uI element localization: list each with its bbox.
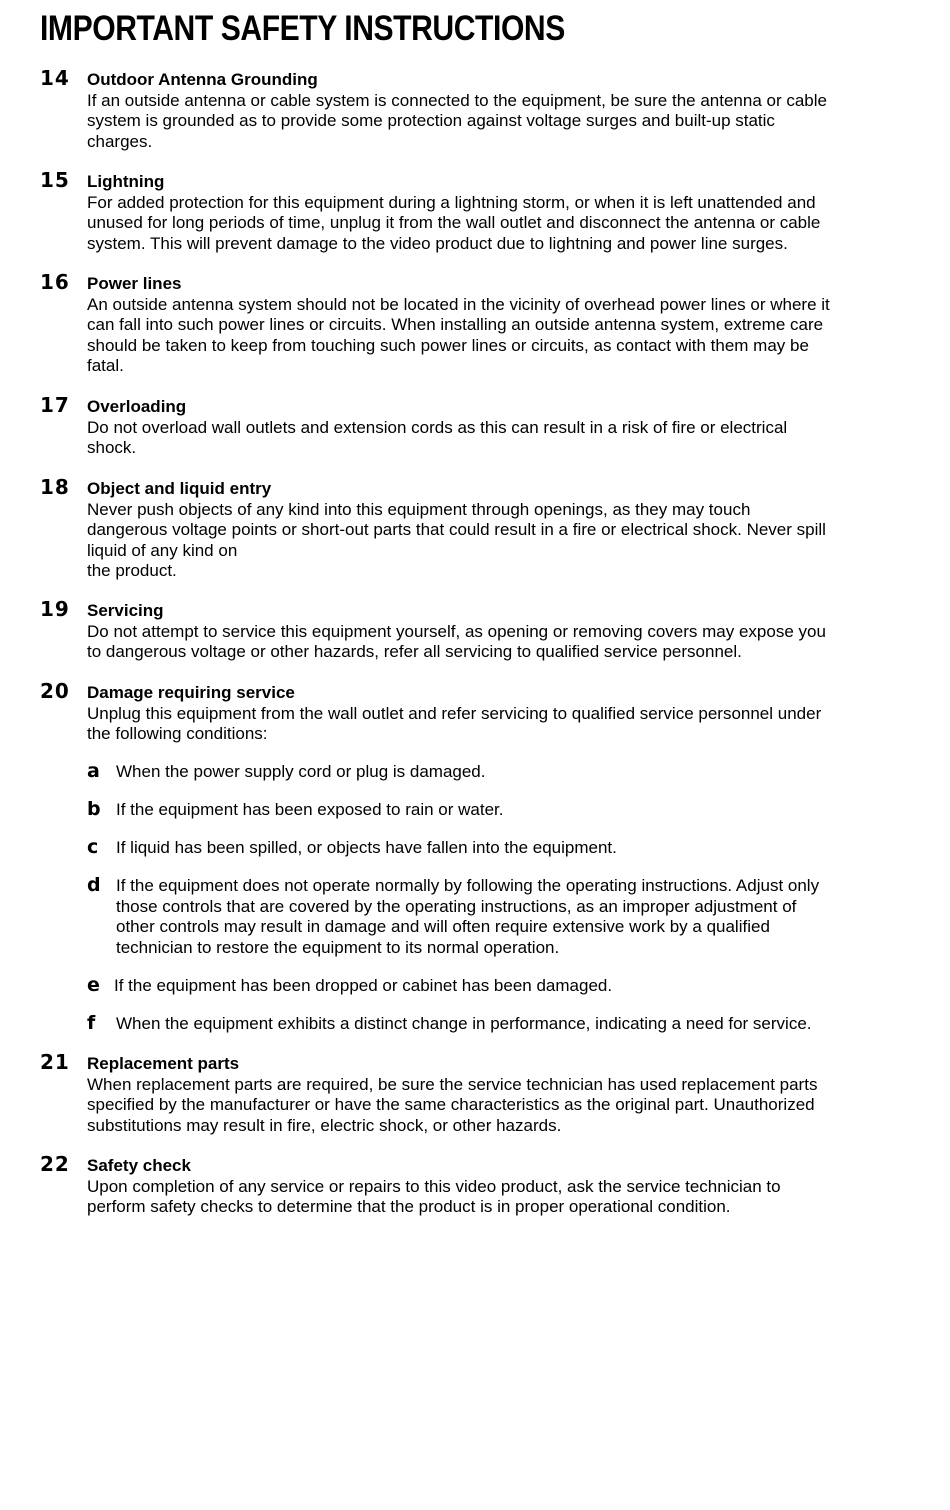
item-line: If the equipment has been dropped or cabinet has been damaged.	[114, 976, 613, 995]
section-body	[87, 1177, 887, 1218]
section-heading: Servicing	[87, 601, 164, 620]
section-number: 18	[40, 475, 70, 499]
section-body	[87, 418, 887, 459]
section-number: 14	[40, 66, 70, 90]
body-line: Do not attempt to service this equipment yourself, as opening or removing covers may expose you	[87, 621, 826, 641]
item-letter: d	[87, 874, 101, 896]
section-body	[87, 704, 887, 745]
section-heading: Damage requiring service	[87, 683, 295, 702]
section-body	[87, 295, 887, 377]
item-text	[116, 800, 896, 821]
body-line: dangerous voltage points or short-out parts that could result in a fire or electrical shock. Never spill	[87, 520, 826, 539]
item-text	[116, 1014, 896, 1035]
section-body	[87, 91, 887, 153]
body-line: For added protection for this equipment during a lightning storm, or when it is left unattended and	[87, 192, 816, 212]
body-line: liquid of any kind on	[87, 540, 238, 560]
section-heading: Lightning	[87, 172, 165, 191]
item-line: those controls that are covered by the operating instructions, as an improper adjustment of	[116, 896, 797, 916]
section-heading: Outdoor Antenna Grounding	[87, 70, 318, 89]
item-line: technician to restore the equipment to its normal operation.	[116, 937, 560, 957]
section-number: 19	[40, 597, 70, 621]
body-line: can fall into such power lines or circuits. When installing an outside antenna system, extreme care	[87, 315, 824, 334]
item-letter: c	[87, 836, 99, 858]
section-body	[87, 1075, 887, 1137]
body-line: Unplug this equipment from the wall outlet and refer servicing to qualified service personnel under	[87, 703, 822, 723]
body-line: should be taken to keep from touching such power lines or circuits, as contact with them may be	[87, 335, 809, 355]
section-heading: Overloading	[87, 397, 187, 416]
body-line: An outside antenna system should not be located in the vicinity of overhead power lines or where it	[87, 294, 830, 314]
section-heading: Power lines	[87, 274, 182, 293]
section-body	[87, 622, 887, 663]
body-line: system. This will prevent damage to the video product due to lightning and power line surges.	[87, 233, 788, 253]
body-line: When replacement parts are required, be sure the service technician has used replacement parts	[87, 1074, 818, 1094]
body-line: If an outside antenna or cable system is connected to the equipment, be sure the antenna or cable	[87, 90, 827, 110]
body-line: specified by the manufacturer or have the same characteristics as the original part. Unauthorized	[87, 1095, 815, 1114]
item-text	[116, 876, 896, 958]
item-line: other controls may result in damage and will often require extensive work by a qualified	[116, 917, 770, 936]
body-line: charges.	[87, 131, 153, 151]
section-number: 21	[40, 1050, 70, 1074]
page-title: IMPORTANT SAFETY INSTRUCTIONS	[40, 9, 565, 48]
body-line: substitutions may result in fire, electric shock, or other hazards.	[87, 1115, 562, 1135]
item-line: If liquid has been spilled, or objects have fallen into the equipment.	[116, 838, 617, 857]
body-line: unused for long periods of time, unplug it from the wall outlet and disconnect the antenna or cable	[87, 213, 821, 232]
section-number: 22	[40, 1152, 70, 1176]
item-letter: a	[87, 760, 100, 782]
body-line: Never push objects of any kind into this equipment through openings, as they may touch	[87, 499, 751, 519]
section-heading: Replacement parts	[87, 1054, 240, 1073]
body-line: the following conditions:	[87, 724, 268, 743]
section-heading: Safety check	[87, 1156, 191, 1175]
body-line: perform safety checks to determine that the product is in proper operational condition.	[87, 1197, 731, 1216]
item-line: When the power supply cord or plug is damaged.	[116, 762, 486, 781]
section-body	[87, 500, 887, 582]
section-heading: Object and liquid entry	[87, 479, 272, 498]
item-letter: e	[87, 974, 100, 996]
item-line: If the equipment does not operate normally by following the operating instructions. Adjust only	[116, 876, 820, 895]
item-letter: f	[87, 1012, 96, 1034]
body-line: the product.	[87, 561, 177, 580]
item-letter: b	[87, 798, 101, 820]
body-line: shock.	[87, 438, 137, 457]
section-number: 20	[40, 679, 70, 703]
section-number: 15	[40, 168, 70, 192]
body-line: to dangerous voltage or other hazards, refer all servicing to qualified service personnel.	[87, 642, 742, 661]
section-number: 17	[40, 393, 70, 417]
item-text	[114, 976, 894, 997]
item-line: If the equipment has been exposed to rain or water.	[116, 800, 504, 819]
section-body	[87, 193, 887, 255]
body-line: Upon completion of any service or repairs to this video product, ask the service technician to	[87, 1176, 781, 1196]
item-text	[116, 762, 896, 783]
item-line: When the equipment exhibits a distinct change in performance, indicating a need for service.	[116, 1014, 812, 1033]
body-line: fatal.	[87, 356, 124, 375]
item-text	[116, 838, 896, 859]
body-line: system is grounded as to provide some protection against voltage surges and built-up static	[87, 111, 775, 130]
body-line: Do not overload wall outlets and extension cords as this can result in a risk of fire or electrical	[87, 417, 788, 437]
section-number: 16	[40, 270, 70, 294]
